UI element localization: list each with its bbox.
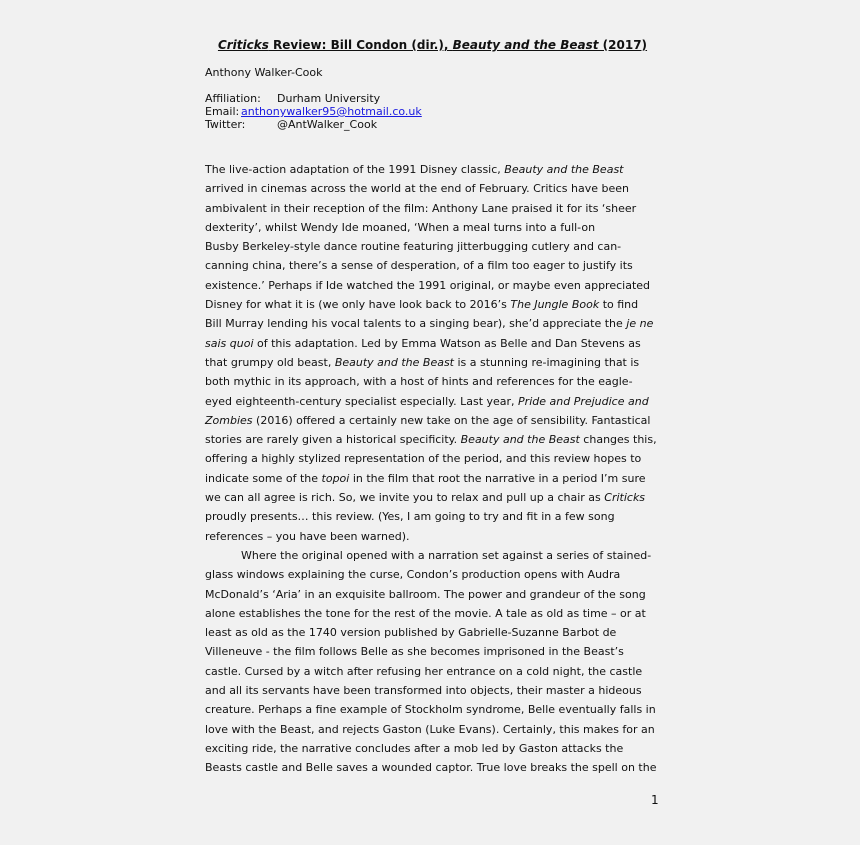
affiliation-value: Durham University: [277, 92, 381, 105]
page-number: 1: [651, 793, 659, 807]
body-text-line: [205, 681, 660, 700]
body-text-line: [205, 604, 660, 623]
twitter-label: Twitter:: [205, 118, 246, 131]
text-run: in the film that root the narrative in a period I’m sure: [349, 471, 646, 485]
body-text-line: [205, 160, 660, 179]
body-text-line: [205, 585, 660, 604]
text-run: least as old as the 1740 version published by Gabrielle-Suzanne Barbot de: [205, 626, 617, 640]
text-run: Busby Berkeley-style dance routine featuring jitterbugging cutlery and can-: [205, 240, 622, 254]
body-text-line: [205, 392, 660, 411]
italic-text: Criticks: [604, 491, 646, 505]
body-text-line: [205, 411, 660, 430]
text-run: Beasts castle and Belle saves a wounded captor. True love breaks the spell on the: [205, 761, 657, 775]
text-run: Bill Murray lending his vocal talents to a singing bear), she’d appreciate the: [205, 317, 627, 331]
text-run: both mythic in its approach, with a host of hints and references for the eagle-: [205, 375, 633, 389]
text-run: creature. Perhaps a fine example of Stockholm syndrome, Belle eventually falls in: [205, 703, 656, 717]
affiliation-label: Affiliation:: [205, 92, 261, 105]
text-run: changes this,: [579, 433, 657, 447]
italic-text: The Jungle Book: [510, 298, 600, 312]
text-run: to find: [599, 298, 639, 312]
body-text-line: [205, 256, 660, 275]
text-run: offering a highly stylized representation of the period, and this review hopes to: [205, 452, 642, 466]
italic-text: Pride and Prejudice and: [518, 394, 649, 408]
body-text-line: [205, 623, 660, 642]
body-text-line: [205, 565, 660, 584]
review-body: [205, 160, 660, 778]
body-text-line: [205, 276, 660, 295]
title-part-review: Review: Bill Condon (dir.),: [268, 38, 453, 52]
text-run: love with the Beast, and rejects Gaston (Luke Evans). Certainly, this makes for an: [205, 722, 655, 736]
italic-text: Beauty and the Beast: [334, 355, 454, 369]
body-text-line: [205, 527, 660, 546]
body-text-line: [205, 546, 660, 565]
text-run: indicate some of the: [205, 471, 322, 485]
email-label: Email:: [205, 105, 240, 118]
italic-text: je ne: [626, 317, 654, 331]
body-text-line: [205, 199, 660, 218]
text-run: (2016) offered a certainly new take on the age of sensibility. Fantastical: [252, 413, 651, 427]
affiliation-row: [205, 92, 422, 105]
text-run: Disney for what it is (we only have look back to 2016’s: [205, 298, 511, 312]
italic-text: Zombies: [205, 413, 253, 427]
italic-text: Beauty and the Beast: [460, 433, 580, 447]
text-run: Where the original opened with a narration set against a series of stained-: [241, 548, 652, 562]
body-text-line: [205, 179, 660, 198]
body-text-line: [205, 334, 660, 353]
text-run: existence.’ Perhaps if Ide watched the 1991 original, or maybe even appreciated: [205, 278, 651, 292]
body-text-line: [205, 700, 660, 719]
text-run: of this adaptation. Led by Emma Watson as Belle and Dan Stevens as: [253, 336, 641, 350]
body-text-line: [205, 237, 660, 256]
text-run: eyed eighteenth-century specialist especially. Last year,: [205, 394, 519, 408]
body-text-line: [205, 314, 660, 333]
text-run: glass windows explaining the curse, Condon’s production opens with Audra: [205, 568, 621, 582]
body-text-line: [205, 662, 660, 681]
body-text-line: [205, 372, 660, 391]
body-text-line: [205, 430, 660, 449]
text-run: we can all agree is rich. So, we invite you to relax and pull up a chair as: [205, 491, 605, 505]
body-text-line: [205, 758, 660, 777]
italic-text: sais quoi: [205, 336, 254, 350]
text-run: and all its servants have been transformed into objects, their master a hideous: [205, 684, 642, 698]
body-text-line: [205, 353, 660, 372]
text-run: ambivalent in their reception of the film: Anthony Lane praised it for its ‘sheer: [205, 201, 637, 215]
body-text-line: [205, 295, 660, 314]
text-run: references – you have been warned).: [205, 529, 410, 543]
title-part-year: (2017): [598, 38, 648, 52]
text-run: dexterity’, whilst Wendy Ide moaned, ‘When a meal turns into a full-on: [205, 220, 596, 234]
body-text-line: [205, 507, 660, 526]
text-run: that grumpy old beast,: [205, 355, 335, 369]
email-row: [205, 105, 422, 118]
text-run: McDonald’s ‘Aria’ in an exquisite ballroom. The power and grandeur of the song: [205, 587, 646, 601]
twitter-row: [205, 118, 422, 131]
author-details: [205, 92, 422, 131]
text-run: canning china, there’s a sense of desperation, of a film too eager to justify its: [205, 259, 633, 273]
body-text-line: [205, 469, 660, 488]
text-run: Villeneuve - the film follows Belle as she becomes imprisoned in the Beast’s: [205, 645, 624, 659]
author-name: Anthony Walker-Cook: [205, 66, 323, 79]
email-link[interactable]: anthonywalker95@hotmail.co.uk: [241, 105, 422, 118]
title-part-film: Beauty and the Beast: [452, 38, 599, 52]
body-text-line: [205, 218, 660, 237]
italic-text: Beauty and the Beast: [504, 163, 624, 176]
body-text-line: [205, 642, 660, 661]
text-run: is a stunning re-imagining that is: [454, 355, 640, 369]
body-text-line: [205, 720, 660, 739]
text-run: alone establishes the tone for the rest of the movie. A tale as old as time – or at: [205, 606, 646, 620]
title-part-criticks: Criticks: [217, 38, 269, 52]
document-title: [205, 38, 660, 52]
twitter-handle: @AntWalker_Cook: [277, 118, 378, 131]
text-run: castle. Cursed by a witch after refusing her entrance on a cold night, the castle: [205, 664, 643, 678]
text-run: arrived in cinemas across the world at the end of February. Critics have been: [205, 182, 630, 196]
text-run: The live-action adaptation of the 1991 Disney classic,: [205, 163, 505, 176]
body-text-line: [205, 488, 660, 507]
text-run: proudly presents… this review. (Yes, I am going to try and fit in a few song: [205, 510, 615, 524]
text-run: exciting ride, the narrative concludes after a mob led by Gaston attacks the: [205, 741, 624, 755]
text-run: stories are rarely given a historical specificity.: [205, 433, 461, 447]
body-text-line: [205, 739, 660, 758]
italic-text: topoi: [321, 471, 350, 485]
body-text-line: [205, 449, 660, 468]
